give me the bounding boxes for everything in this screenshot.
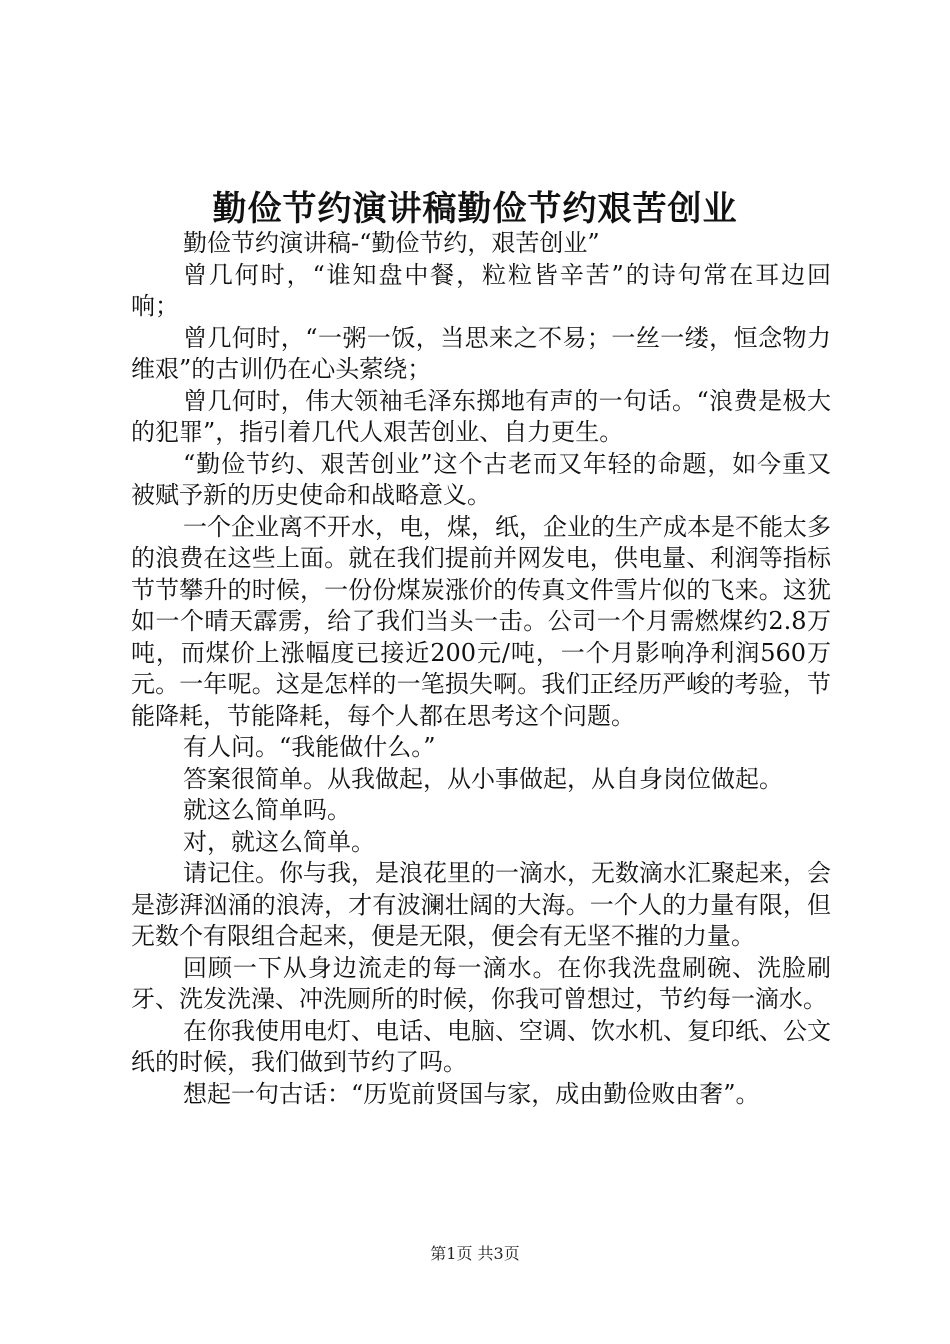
paragraph: 曾几何时，“一粥一饭，当思来之不易；一丝一缕，恒念物力维艰”的古训仍在心头萦绕； — [131, 323, 831, 383]
paragraph: 对，就这么简单。 — [183, 827, 375, 856]
paragraph: 答案很简单。从我做起，从小事做起，从自身岗位做起。 — [183, 764, 783, 793]
document-title: 勤俭节约演讲稿勤俭节约艰苦创业 — [212, 189, 738, 229]
paragraph: 勤俭节约演讲稿-“勤俭节约，艰苦创业” — [183, 229, 600, 257]
paragraph: 曾几何时，“谁知盘中餐，粒粒皆辛苦”的诗句常在耳边回响； — [131, 260, 831, 320]
paragraph: 在你我使用电灯、电话、电脑、空调、饮水机、复印纸、公文纸的时候，我们做到节约了吗。 — [131, 1016, 831, 1076]
paragraph: 想起一句古话：“历览前贤国与家，成由勤俭败由奢”。 — [183, 1079, 760, 1108]
paragraph: 有人问。“我能做什么。” — [183, 733, 436, 761]
paragraph: 就这么简单吗。 — [183, 796, 351, 824]
paragraph: 曾几何时，伟大领袖毛泽东掷地有声的一句话。“浪费是极大的犯罪”，指引着几代人艰苦创业、自力更生。 — [131, 386, 831, 446]
document-body — [131, 228, 831, 1110]
paragraph: “勤俭节约、艰苦创业”这个古老而又年轻的命题，如今重又被赋予新的历史使命和战略意义。 — [131, 449, 831, 509]
page-footer: 第1页 共3页 — [430, 1244, 520, 1263]
paragraph: 请记住。你与我，是浪花里的一滴水，无数滴水汇聚起来，会是澎湃汹涌的浪涛，才有波澜壮阔的大海。一个人的力量有限，但无数个有限组合起来，便是无限，便会有无坚不摧的力量。 — [131, 859, 831, 950]
paragraph: 一个企业离不开水，电，煤，纸，企业的生产成本是不能太多的浪费在这些上面。就在我们提前并网发电，供电量、利润等指标节节攀升的时候，一份份煤炭涨价的传真文件雪片似的飞来。这犹如一个晴天霹雳，给了我们当头一击。公司一个月需燃煤约2.8万吨，而煤价上涨幅度已接近200元/吨，一个月影响净利润560万元。一年呢。这是怎样的一笔损失啊。我们正经历严峻的考验，节能降耗，节能降耗，每个人都在思考这个问题。 — [131, 512, 831, 730]
paragraph: 回顾一下从身边流走的每一滴水。在你我洗盘刷碗、洗脸刷牙、洗发洗澡、冲洗厕所的时候，你我可曾想过，节约每一滴水。 — [131, 953, 831, 1013]
